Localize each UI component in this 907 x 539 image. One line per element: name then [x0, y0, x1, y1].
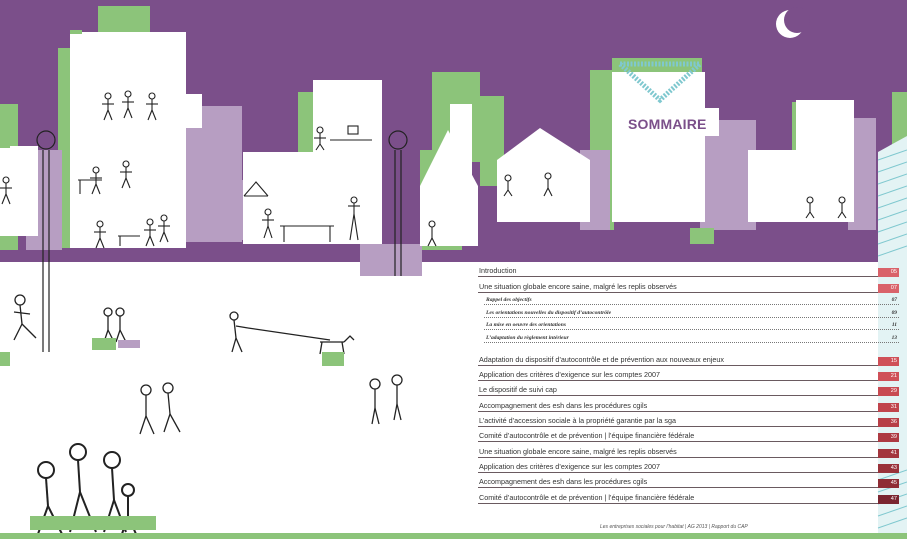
toc-entry[interactable] [478, 473, 899, 488]
toc-page-number: 05 [878, 268, 899, 277]
toc-page-number: 41 [878, 449, 899, 458]
toc-entry-label: Comité d’autocontrôle et de prévention | l’équipe financière fédérale [479, 492, 695, 502]
toc-entry[interactable] [478, 381, 899, 396]
toc-page-number: 47 [878, 495, 899, 504]
toc-page-number: 36 [878, 418, 899, 427]
toc-subentry[interactable] [484, 318, 899, 331]
toc-entry[interactable] [478, 442, 899, 457]
toc-entry-label: Une situation globale encore saine, malgré les replis observés [479, 281, 677, 291]
toc-page-number: 45 [878, 479, 899, 488]
toc-entry[interactable] [478, 396, 899, 411]
toc-entry[interactable] [478, 427, 899, 442]
toc-page-number: 07 [878, 284, 899, 293]
toc-subentry-label: L’adaptation du règlement intérieur [486, 334, 569, 341]
toc-entry[interactable] [478, 412, 899, 427]
toc-entry[interactable] [478, 488, 899, 503]
toc-entry-label: Accompagnement des esh dans les procédures cgils [479, 400, 648, 410]
toc-subentry-label: Les orientations nouvelles du dispositif d’autocontrôle [486, 309, 612, 316]
toc-subentry-page: 13 [891, 334, 897, 341]
toc-subentry[interactable] [484, 293, 899, 306]
toc-entry-label: Adaptation du dispositif d’autocontrôle et de prévention aux nouveaux enjeux [479, 354, 724, 364]
toc-entry[interactable] [478, 262, 899, 277]
toc-entry-label: Une situation globale encore saine, malgré les replis observés [479, 446, 677, 456]
page-title: SOMMAIRE [628, 116, 707, 132]
toc-entry-label: Application des critères d’exigence sur les comptes 2007 [479, 461, 660, 471]
toc-spacer [478, 343, 899, 351]
table-of-contents [478, 262, 899, 504]
toc-page-number: 43 [878, 464, 899, 473]
toc-entry[interactable] [478, 277, 899, 292]
toc-subentry[interactable] [484, 330, 899, 343]
toc-entry-label: Application des critères d’exigence sur les comptes 2007 [479, 370, 660, 380]
toc-page-number: 31 [878, 403, 899, 412]
toc-page-number: 39 [878, 433, 899, 442]
toc-subentry-label: Rappel des objectifs [486, 297, 532, 304]
toc-entry-label: L’activité d’accession sociale à la propriété garantie par la sga [479, 416, 676, 426]
toc-page-number: 21 [878, 372, 899, 381]
toc-page-number: 15 [878, 357, 899, 366]
toc-entry-label: Accompagnement des esh dans les procédures cgils [479, 477, 648, 487]
toc-subentry[interactable] [484, 305, 899, 318]
toc-entry[interactable] [478, 458, 899, 473]
footer-credits: Les entreprises sociales pour l’habitat | AG 2013 | Rapport du CAP [600, 524, 748, 530]
toc-subentry-page: 09 [891, 309, 897, 316]
toc-entry-label: Introduction [479, 266, 517, 276]
toc-subentry-page: 11 [891, 322, 897, 329]
toc-subentry-page: 07 [891, 297, 897, 304]
toc-entry-label: Le dispositif de suivi cap [479, 385, 557, 395]
toc-entry[interactable] [478, 366, 899, 381]
bottom-green-bar [0, 533, 907, 539]
toc-page-number: 29 [878, 387, 899, 396]
toc-subentry-label: La mise en oeuvre des orientations [486, 322, 567, 329]
street-people [14, 295, 402, 534]
toc-entry-label: Comité d’autocontrôle et de prévention | l’équipe financière fédérale [479, 431, 695, 441]
toc-entry[interactable] [478, 351, 899, 366]
